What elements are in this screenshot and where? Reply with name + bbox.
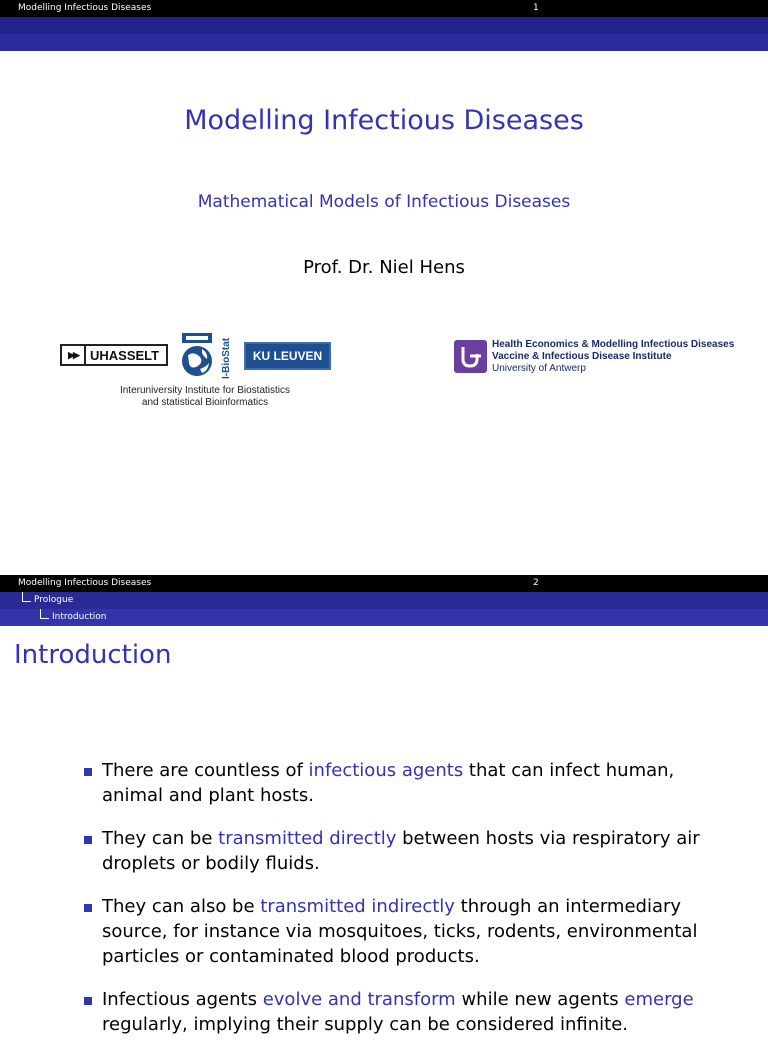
- bullet-icon: [84, 997, 92, 1005]
- header-band: [0, 34, 768, 51]
- slide-author: Prof. Dr. Niel Hens: [303, 257, 465, 278]
- bullet-list: [84, 758, 734, 1055]
- breadcrumb-section[interactable]: Prologue: [0, 592, 768, 609]
- slide-title: Introduction: [14, 640, 172, 670]
- list-item: There are countless of infectious agents that can infect human, animal and plant hosts.: [84, 758, 734, 808]
- uhasselt-logo: ▶▶ UHASSELT: [60, 344, 168, 366]
- svg-text:I-BioStat: I-BioStat: [221, 337, 232, 379]
- header-band: [0, 17, 768, 34]
- university-antwerp-logo-text: Health Economics & Modelling Infectious Diseases Vaccine & Infectious Disease Institute University of Antwerp: [492, 339, 735, 374]
- ku-leuven-logo: KU LEUVEN: [244, 342, 331, 370]
- header-title: Modelling Infectious Diseases: [18, 3, 152, 13]
- ibiostat-logo-icon: [180, 333, 216, 379]
- slide-title: Modelling Infectious Diseases: [184, 105, 584, 136]
- slide-2: [0, 575, 768, 1035]
- slide-header: [0, 575, 768, 592]
- list-item: They can be transmitted directly between hosts via respiratory air droplets or bodily fluids.: [84, 826, 734, 876]
- list-item: Infectious agents evolve and transform while new agents emerge regularly, implying their supply can be considered infinite.: [84, 987, 734, 1037]
- bullet-icon: [84, 836, 92, 844]
- breadcrumb-subsection[interactable]: Introduction: [0, 609, 768, 626]
- bullet-icon: [84, 904, 92, 912]
- bullet-icon: [84, 768, 92, 776]
- slide-subtitle: Mathematical Models of Infectious Diseases: [197, 192, 571, 212]
- page-number: 2: [533, 578, 539, 588]
- university-antwerp-logo-icon: [454, 340, 487, 373]
- header-title: Modelling Infectious Diseases: [18, 578, 152, 588]
- page-number: 1: [533, 3, 539, 13]
- slide-header: [0, 0, 768, 17]
- list-item: They can also be transmitted indirectly through an intermediary source, for instance via mosquitoes, ticks, rodents, environmental particles or contaminated blood products.: [84, 894, 734, 969]
- play-icon: ▶▶: [62, 346, 86, 364]
- ibiostat-wordmark: [218, 333, 232, 381]
- institute-caption: Interuniversity Institute for Biostatistics and statistical Bioinformatics: [119, 385, 291, 408]
